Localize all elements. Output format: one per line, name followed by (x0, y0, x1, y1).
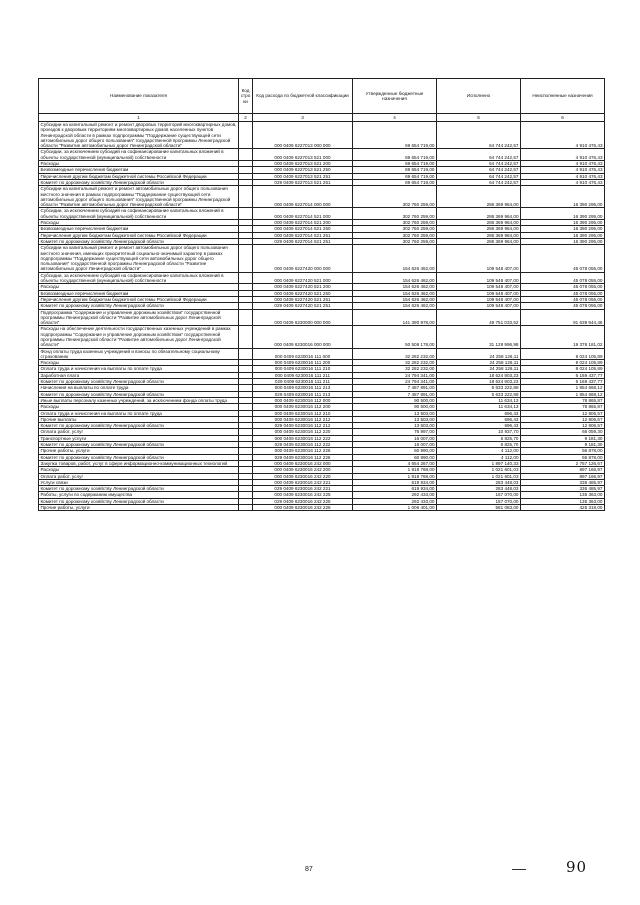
undone-amount: 19 378 181,02 (521, 326, 605, 348)
row-name: Перечисления другим бюджетам бюджетной системы Российской Федерации (39, 173, 239, 179)
row-name: Услуги связи (39, 479, 239, 485)
row-name: Комитет по дорожному хозяйству Ленинградской области (39, 486, 239, 492)
row-name: Комитет по дорожному хозяйству Ленинградской области (39, 498, 239, 504)
budget-code: 000 0409 6230016 112 200 (253, 404, 353, 410)
budget-code: 000 0409 6230016 242 220 (253, 473, 353, 479)
budget-code: 000 0409 6227014 521 200 (253, 220, 353, 226)
table-row (39, 186, 605, 208)
done-amount: 286 369 964,00 (437, 186, 521, 208)
approved-amount: 32 282 232,00 (353, 360, 437, 366)
handwritten-page-number: 90 (566, 858, 588, 876)
row-name: Оплата труда и начисления на выплаты по оплате труда (39, 366, 239, 372)
done-amount: 157 070,00 (437, 492, 521, 498)
done-amount: 6 825,70 (437, 442, 521, 448)
row-name: Комитет по дорожному хозяйству Ленинградской области (39, 303, 239, 309)
done-amount: 157 070,00 (437, 498, 521, 504)
undone-amount: 12 806,57 (521, 410, 605, 416)
approved-amount: 69 654 719,00 (353, 161, 437, 167)
done-amount: 696,43 (437, 423, 521, 429)
done-amount: 11 634,13 (437, 404, 521, 410)
page-number: 87 (305, 866, 313, 873)
undone-amount: 12 806,57 (521, 423, 605, 429)
undone-amount: 4 910 476,43 (521, 173, 605, 179)
done-amount: 49 751 033,52 (437, 309, 521, 326)
done-amount: 18 624 903,23 (437, 379, 521, 385)
undone-amount: 78 865,87 (521, 404, 605, 410)
budget-code: 029 0409 6227420 521 251 (253, 303, 353, 309)
row-code (239, 208, 253, 220)
done-amount: 64 744 242,57 (437, 179, 521, 185)
row-name: Расходы на обеспечение деятельности государственных казенных учреждений в рамках подпрограммы "Содержание и управление дорожным хозяйством" государственной программы Ленинградской области "Развитие автомобильных дорог Ленинградской области" (39, 326, 239, 348)
undone-amount: 91 639 944,48 (521, 309, 605, 326)
undone-amount: 56 878,00 (521, 448, 605, 454)
budget-code: 000 0409 6227420 000 000 (253, 245, 353, 272)
undone-amount: 8 024 105,89 (521, 360, 605, 366)
budget-code: 000 0409 6227420 521 000 (253, 272, 353, 284)
approved-amount: 141 390 978,00 (353, 309, 437, 326)
row-name: Расходы (39, 404, 239, 410)
header-undone: Неисполненные назначения (521, 79, 605, 114)
row-name: Прочие выплаты (39, 416, 239, 422)
undone-amount: 897 166,97 (521, 467, 605, 473)
header-done: Исполнено (437, 79, 521, 114)
undone-amount: 1 854 668,12 (521, 385, 605, 391)
budget-code: 000 0409 6227014 521 000 (253, 208, 353, 220)
done-amount: 286 369 964,00 (437, 220, 521, 226)
approved-amount: 69 654 719,00 (353, 167, 437, 173)
done-amount: 109 548 407,00 (437, 296, 521, 302)
row-name: Комитет по дорожному хозяйству Ленинградской области (39, 179, 239, 185)
done-amount: 64 744 242,57 (437, 122, 521, 149)
row-name: Безвозмездные перечисления бюджетам (39, 167, 239, 173)
undone-amount: 45 078 055,00 (521, 303, 605, 309)
undone-amount: 135 363,00 (521, 492, 605, 498)
budget-code: 000 0409 6230016 242 225 (253, 492, 353, 498)
undone-amount: 1 854 668,12 (521, 391, 605, 397)
column-number: 3 (253, 114, 353, 122)
done-amount: 6 825,70 (437, 435, 521, 441)
budget-code: 000 0409 6230016 112 220 (253, 429, 353, 435)
row-name: Субсидии, за исключением субсидий на софинансирование капитальных вложений в объекты государственной (муниципальной) собственности (39, 208, 239, 220)
row-code (239, 505, 253, 511)
undone-amount: 336 485,97 (521, 479, 605, 485)
undone-amount: 16 390 295,00 (521, 232, 605, 238)
approved-amount: 292 433,00 (353, 498, 437, 504)
row-name: Субсидии, за исключением субсидий на софинансирование капитальных вложений в объекты государственной (муниципальной) собственности (39, 149, 239, 161)
done-amount: 11 634,13 (437, 397, 521, 403)
undone-amount: 4 910 476,43 (521, 167, 605, 173)
row-name: Оплата работ, услуг (39, 429, 239, 435)
done-amount: 64 744 242,57 (437, 149, 521, 161)
row-name: Расходы (39, 284, 239, 290)
row-name: Закупка товаров, работ, услуг в сфере информационно-коммуникационных технологий (39, 460, 239, 466)
done-amount: 109 548 407,00 (437, 284, 521, 290)
budget-code: 029 0409 6230016 242 225 (253, 498, 353, 504)
budget-code: 000 0409 6230016 000 000 (253, 326, 353, 348)
table-row (39, 122, 605, 149)
approved-amount: 302 760 259,00 (353, 226, 437, 232)
column-numbers-row (39, 114, 605, 122)
budget-code: 029 0409 6227013 521 251 (253, 179, 353, 185)
row-name: Субсидии на капитальный ремонт и ремонт дворовых территорий многоквартирных домов, проездов к дворовым территориям многоквартирных домов населенных пунктов Ленинградской области в рамках подпрограммы "Поддержание существующей сети автомобильных дорог общего пользования" государственной программы Ленинградской области "Развитие автомобильных дорог Ленинградской области" (39, 122, 239, 149)
undone-amount: 8 024 105,89 (521, 366, 605, 372)
done-amount: 286 369 964,00 (437, 208, 521, 220)
done-amount: 64 744 242,57 (437, 161, 521, 167)
done-amount: 109 548 407,00 (437, 290, 521, 296)
done-amount: 24 258 126,11 (437, 348, 521, 360)
budget-code: 000 0409 6230016 112 226 (253, 448, 353, 454)
done-amount: 64 744 242,57 (437, 167, 521, 173)
budget-code: 029 0409 6230016 112 226 (253, 454, 353, 460)
column-number: 1 (39, 114, 239, 122)
undone-amount: 4 910 476,43 (521, 179, 605, 185)
row-code (239, 186, 253, 208)
row-name: Безвозмездные перечисления бюджетам (39, 226, 239, 232)
column-number: 2 (239, 114, 253, 122)
done-amount: 283 448,03 (437, 479, 521, 485)
undone-amount: 9 181,30 (521, 442, 605, 448)
undone-amount: 6 169 437,77 (521, 379, 605, 385)
budget-code: 029 0409 6230016 112 222 (253, 442, 353, 448)
row-name: Комитет по дорожному хозяйству Ленинградской области (39, 442, 239, 448)
approved-amount: 154 626 462,00 (353, 245, 437, 272)
header-row (39, 79, 605, 114)
approved-amount: 302 760 259,00 (353, 232, 437, 238)
budget-code: 000 0409 6230016 242 200 (253, 467, 353, 473)
undone-amount: 78 865,87 (521, 397, 605, 403)
approved-amount: 292 433,00 (353, 492, 437, 498)
approved-amount: 154 626 462,00 (353, 272, 437, 284)
approved-amount: 7 487 891,00 (353, 391, 437, 397)
row-code (239, 272, 253, 284)
done-amount: 286 369 964,00 (437, 232, 521, 238)
approved-amount: 154 626 462,00 (353, 303, 437, 309)
approved-amount: 154 626 462,00 (353, 284, 437, 290)
approved-amount: 619 934,00 (353, 479, 437, 485)
undone-amount: 12 806,57 (521, 416, 605, 422)
done-amount: 696,43 (437, 410, 521, 416)
budget-code: 000 0409 6230016 112 212 (253, 416, 353, 422)
row-name: Расходы (39, 360, 239, 366)
header-budget-code: Код расхода по бюджетной классификации (253, 79, 353, 114)
approved-amount: 302 760 259,00 (353, 208, 437, 220)
approved-amount: 76 997,00 (353, 429, 437, 435)
done-amount: 24 258 126,11 (437, 360, 521, 366)
approved-amount: 50 508 178,00 (353, 326, 437, 348)
budget-code: 000 0409 6227013 000 000 (253, 122, 353, 149)
approved-amount: 69 654 719,00 (353, 179, 437, 185)
row-name: Транспортные услуги (39, 435, 239, 441)
column-number: 5 (437, 114, 521, 122)
budget-code: 000 0409 6227013 521 000 (253, 149, 353, 161)
budget-code: 000 0409 6227014 521 251 (253, 232, 353, 238)
budget-code: 000 0409 6227420 521 200 (253, 284, 353, 290)
row-name: Начисления на выплаты по оплате труда (39, 385, 239, 391)
header-row-code: Код строки (239, 79, 253, 114)
budget-code: 000 0409 6230016 242 221 (253, 479, 353, 485)
table-row (39, 149, 605, 161)
undone-amount: 4 910 476,43 (521, 161, 605, 167)
row-code (239, 122, 253, 149)
budget-code: 000 0409 6230016 111 200 (253, 360, 353, 366)
done-amount: 283 448,03 (437, 486, 521, 492)
undone-amount: 8 024 105,89 (521, 348, 605, 360)
done-amount: 10 937,70 (437, 429, 521, 435)
approved-amount: 7 487 891,00 (353, 385, 437, 391)
row-name: Расходы (39, 161, 239, 167)
row-name: Прочие работы, услуги (39, 448, 239, 454)
row-name: Заработная плата (39, 372, 239, 378)
approved-amount: 302 760 259,00 (353, 220, 437, 226)
table-row (39, 309, 605, 326)
undone-amount: 16 390 295,00 (521, 186, 605, 208)
done-amount: 1 021 601,03 (437, 467, 521, 473)
undone-amount: 2 757 126,67 (521, 460, 605, 466)
row-name: Иные выплаты персоналу казенных учреждений, за исключением фонда оплаты труда (39, 397, 239, 403)
done-amount: 5 633 222,88 (437, 385, 521, 391)
budget-code: 000 0409 6227013 521 250 (253, 167, 353, 173)
undone-amount: 135 363,00 (521, 498, 605, 504)
undone-amount: 6 169 437,77 (521, 372, 605, 378)
budget-code: 000 0409 6227013 521 200 (253, 161, 353, 167)
row-name: Расходы (39, 467, 239, 473)
approved-amount: 90 500,00 (353, 404, 437, 410)
footer-dash (512, 869, 526, 870)
budget-code: 000 0409 6230000 000 000 (253, 309, 353, 326)
row-name: Безвозмездные перечисления бюджетам (39, 290, 239, 296)
budget-code: 000 0409 6230016 111 210 (253, 366, 353, 372)
undone-amount: 16 390 295,00 (521, 220, 605, 226)
row-name: Комитет по дорожному хозяйству Ленинградской области (39, 391, 239, 397)
done-amount: 109 548 407,00 (437, 245, 521, 272)
row-name: Перечисления другим бюджетам бюджетной системы Российской Федерации (39, 232, 239, 238)
done-amount: 286 369 964,00 (437, 226, 521, 232)
column-number: 4 (353, 114, 437, 122)
row-name: Прочие работы, услуги (39, 505, 239, 511)
approved-amount: 302 760 259,00 (353, 238, 437, 244)
undone-amount: 66 059,30 (521, 429, 605, 435)
column-number: 6 (521, 114, 605, 122)
row-name: Подпрограмма "Содержание и управление дорожным хозяйством" государственной программы Ленинградской области "Развитие автомобильных дорог Ленинградской области" (39, 309, 239, 326)
row-name: Расходы (39, 220, 239, 226)
approved-amount: 60 990,00 (353, 454, 437, 460)
budget-code: 000 0409 6227014 521 250 (253, 226, 353, 232)
approved-amount: 154 626 462,00 (353, 296, 437, 302)
undone-amount: 897 166,97 (521, 473, 605, 479)
done-amount: 1 021 601,03 (437, 473, 521, 479)
done-amount: 24 258 126,11 (437, 366, 521, 372)
approved-amount: 302 760 259,00 (353, 186, 437, 208)
done-amount: 4 112,00 (437, 448, 521, 454)
row-name: Перечисления другим бюджетам бюджетной системы Российской Федерации (39, 296, 239, 302)
budget-code: 029 0409 6230016 111 213 (253, 391, 353, 397)
budget-code: 000 0409 6230016 242 226 (253, 505, 353, 511)
table-body (39, 122, 605, 511)
row-name: Комитет по дорожному хозяйству Ленинградской области (39, 423, 239, 429)
row-name: Фонд оплаты труда казенных учреждений и взносы по обязательному социальному страхованию (39, 348, 239, 360)
budget-code: 000 0409 6230016 112 222 (253, 435, 353, 441)
row-code (239, 348, 253, 360)
undone-amount: 425 318,00 (521, 505, 605, 511)
done-amount: 4 112,00 (437, 454, 521, 460)
undone-amount: 9 181,30 (521, 435, 605, 441)
undone-amount: 45 078 055,00 (521, 245, 605, 272)
header-name: Наименование показателя (39, 79, 239, 114)
undone-amount: 56 878,00 (521, 454, 605, 460)
budget-code: 000 0409 6227014 000 000 (253, 186, 353, 208)
budget-table (38, 78, 605, 511)
budget-code: 029 0409 6227014 521 251 (253, 238, 353, 244)
approved-amount: 13 503,00 (353, 410, 437, 416)
budget-code: 000 0409 6230016 112 000 (253, 397, 353, 403)
approved-amount: 16 007,00 (353, 435, 437, 441)
done-amount: 109 548 407,00 (437, 303, 521, 309)
header-approved: Утвержденные бюджетные назначения (353, 79, 437, 114)
budget-code: 000 0409 6230016 111 000 (253, 348, 353, 360)
approved-amount: 32 282 232,00 (353, 366, 437, 372)
row-code (239, 149, 253, 161)
row-code (239, 245, 253, 272)
row-code (239, 326, 253, 348)
undone-amount: 4 910 476,43 (521, 122, 605, 149)
done-amount: 5 633 222,88 (437, 391, 521, 397)
approved-amount: 90 500,00 (353, 397, 437, 403)
table-row (39, 326, 605, 348)
done-amount: 286 369 964,00 (437, 238, 521, 244)
table-row (39, 272, 605, 284)
undone-amount: 4 910 476,43 (521, 149, 605, 161)
approved-amount: 24 794 341,00 (353, 379, 437, 385)
row-name: Субсидии на капитальный ремонт и ремонт автомобильных дорог общего пользования местного значения в рамках подпрограммы "Поддержание существующей сети автомобильных дорог общего пользования" государственной программы Ленинградской области "Развитие автомобильных дорог Ленинградской области" (39, 186, 239, 208)
row-name: Комитет по дорожному хозяйству Ленинградской области (39, 454, 239, 460)
approved-amount: 69 654 719,00 (353, 149, 437, 161)
table-row (39, 505, 605, 511)
budget-code: 000 0409 6230016 242 000 (253, 460, 353, 466)
table-row (39, 208, 605, 220)
done-amount: 18 624 903,23 (437, 372, 521, 378)
approved-amount: 69 654 719,00 (353, 122, 437, 149)
budget-code: 029 0409 6230016 111 211 (253, 379, 353, 385)
row-code (239, 309, 253, 326)
undone-amount: 45 078 055,00 (521, 272, 605, 284)
undone-amount: 45 078 055,00 (521, 290, 605, 296)
undone-amount: 336 485,97 (521, 486, 605, 492)
row-name: Оплата работ, услуг (39, 473, 239, 479)
done-amount: 64 744 242,57 (437, 173, 521, 179)
approved-amount: 1 918 768,00 (353, 467, 437, 473)
approved-amount: 32 282 232,00 (353, 348, 437, 360)
undone-amount: 45 078 055,00 (521, 284, 605, 290)
row-name: Работы, услуги по содержанию имущества (39, 492, 239, 498)
done-amount: 581 083,00 (437, 505, 521, 511)
approved-amount: 60 990,00 (353, 448, 437, 454)
approved-amount: 619 934,00 (353, 486, 437, 492)
done-amount: 1 897 140,33 (437, 460, 521, 466)
table-row (39, 348, 605, 360)
budget-code: 029 0409 6230016 242 221 (253, 486, 353, 492)
row-name: Комитет по дорожному хозяйству Ленинградской области (39, 238, 239, 244)
done-amount: 696,43 (437, 416, 521, 422)
approved-amount: 1 918 768,00 (353, 473, 437, 479)
undone-amount: 16 390 295,00 (521, 238, 605, 244)
budget-code: 000 0409 6227420 521 250 (253, 290, 353, 296)
approved-amount: 16 007,00 (353, 442, 437, 448)
approved-amount: 154 626 462,00 (353, 290, 437, 296)
row-name: Комитет по дорожному хозяйству Ленинградской области (39, 379, 239, 385)
budget-code: 000 0409 6230016 112 210 (253, 410, 353, 416)
approved-amount: 13 503,00 (353, 416, 437, 422)
approved-amount: 4 654 267,00 (353, 460, 437, 466)
budget-code: 000 0409 6230016 111 211 (253, 372, 353, 378)
budget-code: 000 0409 6230016 111 213 (253, 385, 353, 391)
row-name: Субсидии на капитальный ремонт и ремонт автомобильных дорог общего пользования местного значения, имеющих приоритетный социально-значимый характер в рамках подпрограммы "Поддержание существующей сети автомобильных дорог общего пользования" государственной программы Ленинградской области "Развитие автомобильных дорог Ленинградской области" (39, 245, 239, 272)
budget-code: 000 0409 6227013 521 251 (253, 173, 353, 179)
done-amount: 109 548 407,00 (437, 272, 521, 284)
undone-amount: 45 078 055,00 (521, 296, 605, 302)
undone-amount: 16 390 295,00 (521, 208, 605, 220)
undone-amount: 16 390 295,00 (521, 226, 605, 232)
budget-code: 000 0409 6227420 521 251 (253, 296, 353, 302)
budget-code: 029 0409 6230016 112 212 (253, 423, 353, 429)
done-amount: 31 129 996,98 (437, 326, 521, 348)
table-row (39, 245, 605, 272)
approved-amount: 1 006 401,00 (353, 505, 437, 511)
row-name: Субсидии, за исключением субсидий на софинансирование капитальных вложений в объекты государственной (муниципальной) собственности (39, 272, 239, 284)
approved-amount: 13 503,00 (353, 423, 437, 429)
row-name: Оплата труда и начисления на выплаты по оплате труда (39, 410, 239, 416)
approved-amount: 69 654 719,00 (353, 173, 437, 179)
approved-amount: 24 794 341,00 (353, 372, 437, 378)
